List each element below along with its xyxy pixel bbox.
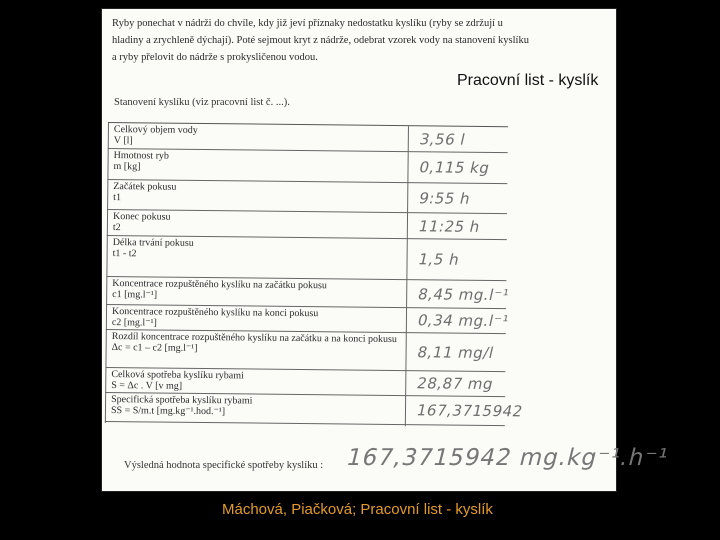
table-row xyxy=(107,180,507,214)
row-value: 167,3715942 xyxy=(414,401,525,421)
row-label: Začátek pokusu t1 xyxy=(113,181,177,204)
row-value: 0,115 kg xyxy=(417,158,492,177)
table-row xyxy=(106,236,506,281)
row-value: 28,87 mg xyxy=(415,374,496,394)
measurement-table xyxy=(105,122,525,427)
row-value: 1,5 h xyxy=(416,250,462,269)
row-label: Celková spotřeba kyslíku rybami S = Δc . V [v mg] xyxy=(111,369,244,392)
row-label: Konec pokusu t2 xyxy=(112,211,171,234)
intro-text: Ryby ponechat v nádrži do chvíle, kdy již jeví příznaky nedostatku kyslíku (ryby se zdržují u hladiny a zrychleně dýchají). Poté sejmout kryt z nádrže, odebrat vzorek vody na stanovení kyslíku a ryby přelovit do nádrže s prokysličenou vodou. xyxy=(112,18,529,63)
result-value: 167,3715942 mg.kg⁻¹.h⁻¹ xyxy=(343,445,672,471)
overlay-title: Pracovní list - kyslík xyxy=(457,72,599,89)
table-row xyxy=(105,330,505,372)
row-label: Koncentrace rozpuštěného kyslíku na konci pokusu c2 [mg.l⁻¹] xyxy=(111,306,319,329)
row-value: 9:55 h xyxy=(417,188,473,208)
table-row xyxy=(107,149,507,184)
row-label: Hmotnost ryb m [kg] xyxy=(113,150,169,173)
row-label: Rozdíl koncentrace rozpuštěného kyslíku na začátku a na konci pokusu Δc = c1 – c2 [mg.l⁻¹] xyxy=(111,331,397,354)
result-label: Výsledná hodnota specifické spotřeby kyslíku : xyxy=(124,460,324,471)
method-label: Stanovení kyslíku (viz pracovní list č. ...). xyxy=(114,97,290,108)
row-value: 3,56 l xyxy=(417,129,468,149)
scanned-worksheet xyxy=(102,9,672,491)
row-label: Koncentrace rozpuštěného kyslíku na začátku pokusu c1 [mg.l⁻¹] xyxy=(112,278,328,301)
row-value: 8,11 mg/l xyxy=(415,342,496,362)
row-label: Specifická spotřeba kyslíku rybami SS = S/m.t [mg.kg⁻¹.hod.⁻¹] xyxy=(110,394,253,418)
slide-caption: Máchová, Piačková; Pracovní list - kyslík xyxy=(222,501,493,518)
row-label: Délka trvání pokusu t1 - t2 xyxy=(112,237,194,260)
row-value: 0,34 mg.l⁻¹ xyxy=(415,311,511,331)
table-row xyxy=(105,393,525,426)
row-value: 8,45 mg.l⁻¹ xyxy=(416,284,511,304)
table-row xyxy=(106,277,511,309)
row-value: 11:25 h xyxy=(416,216,482,236)
row-label: Celkový objem vody V [l] xyxy=(113,124,198,147)
